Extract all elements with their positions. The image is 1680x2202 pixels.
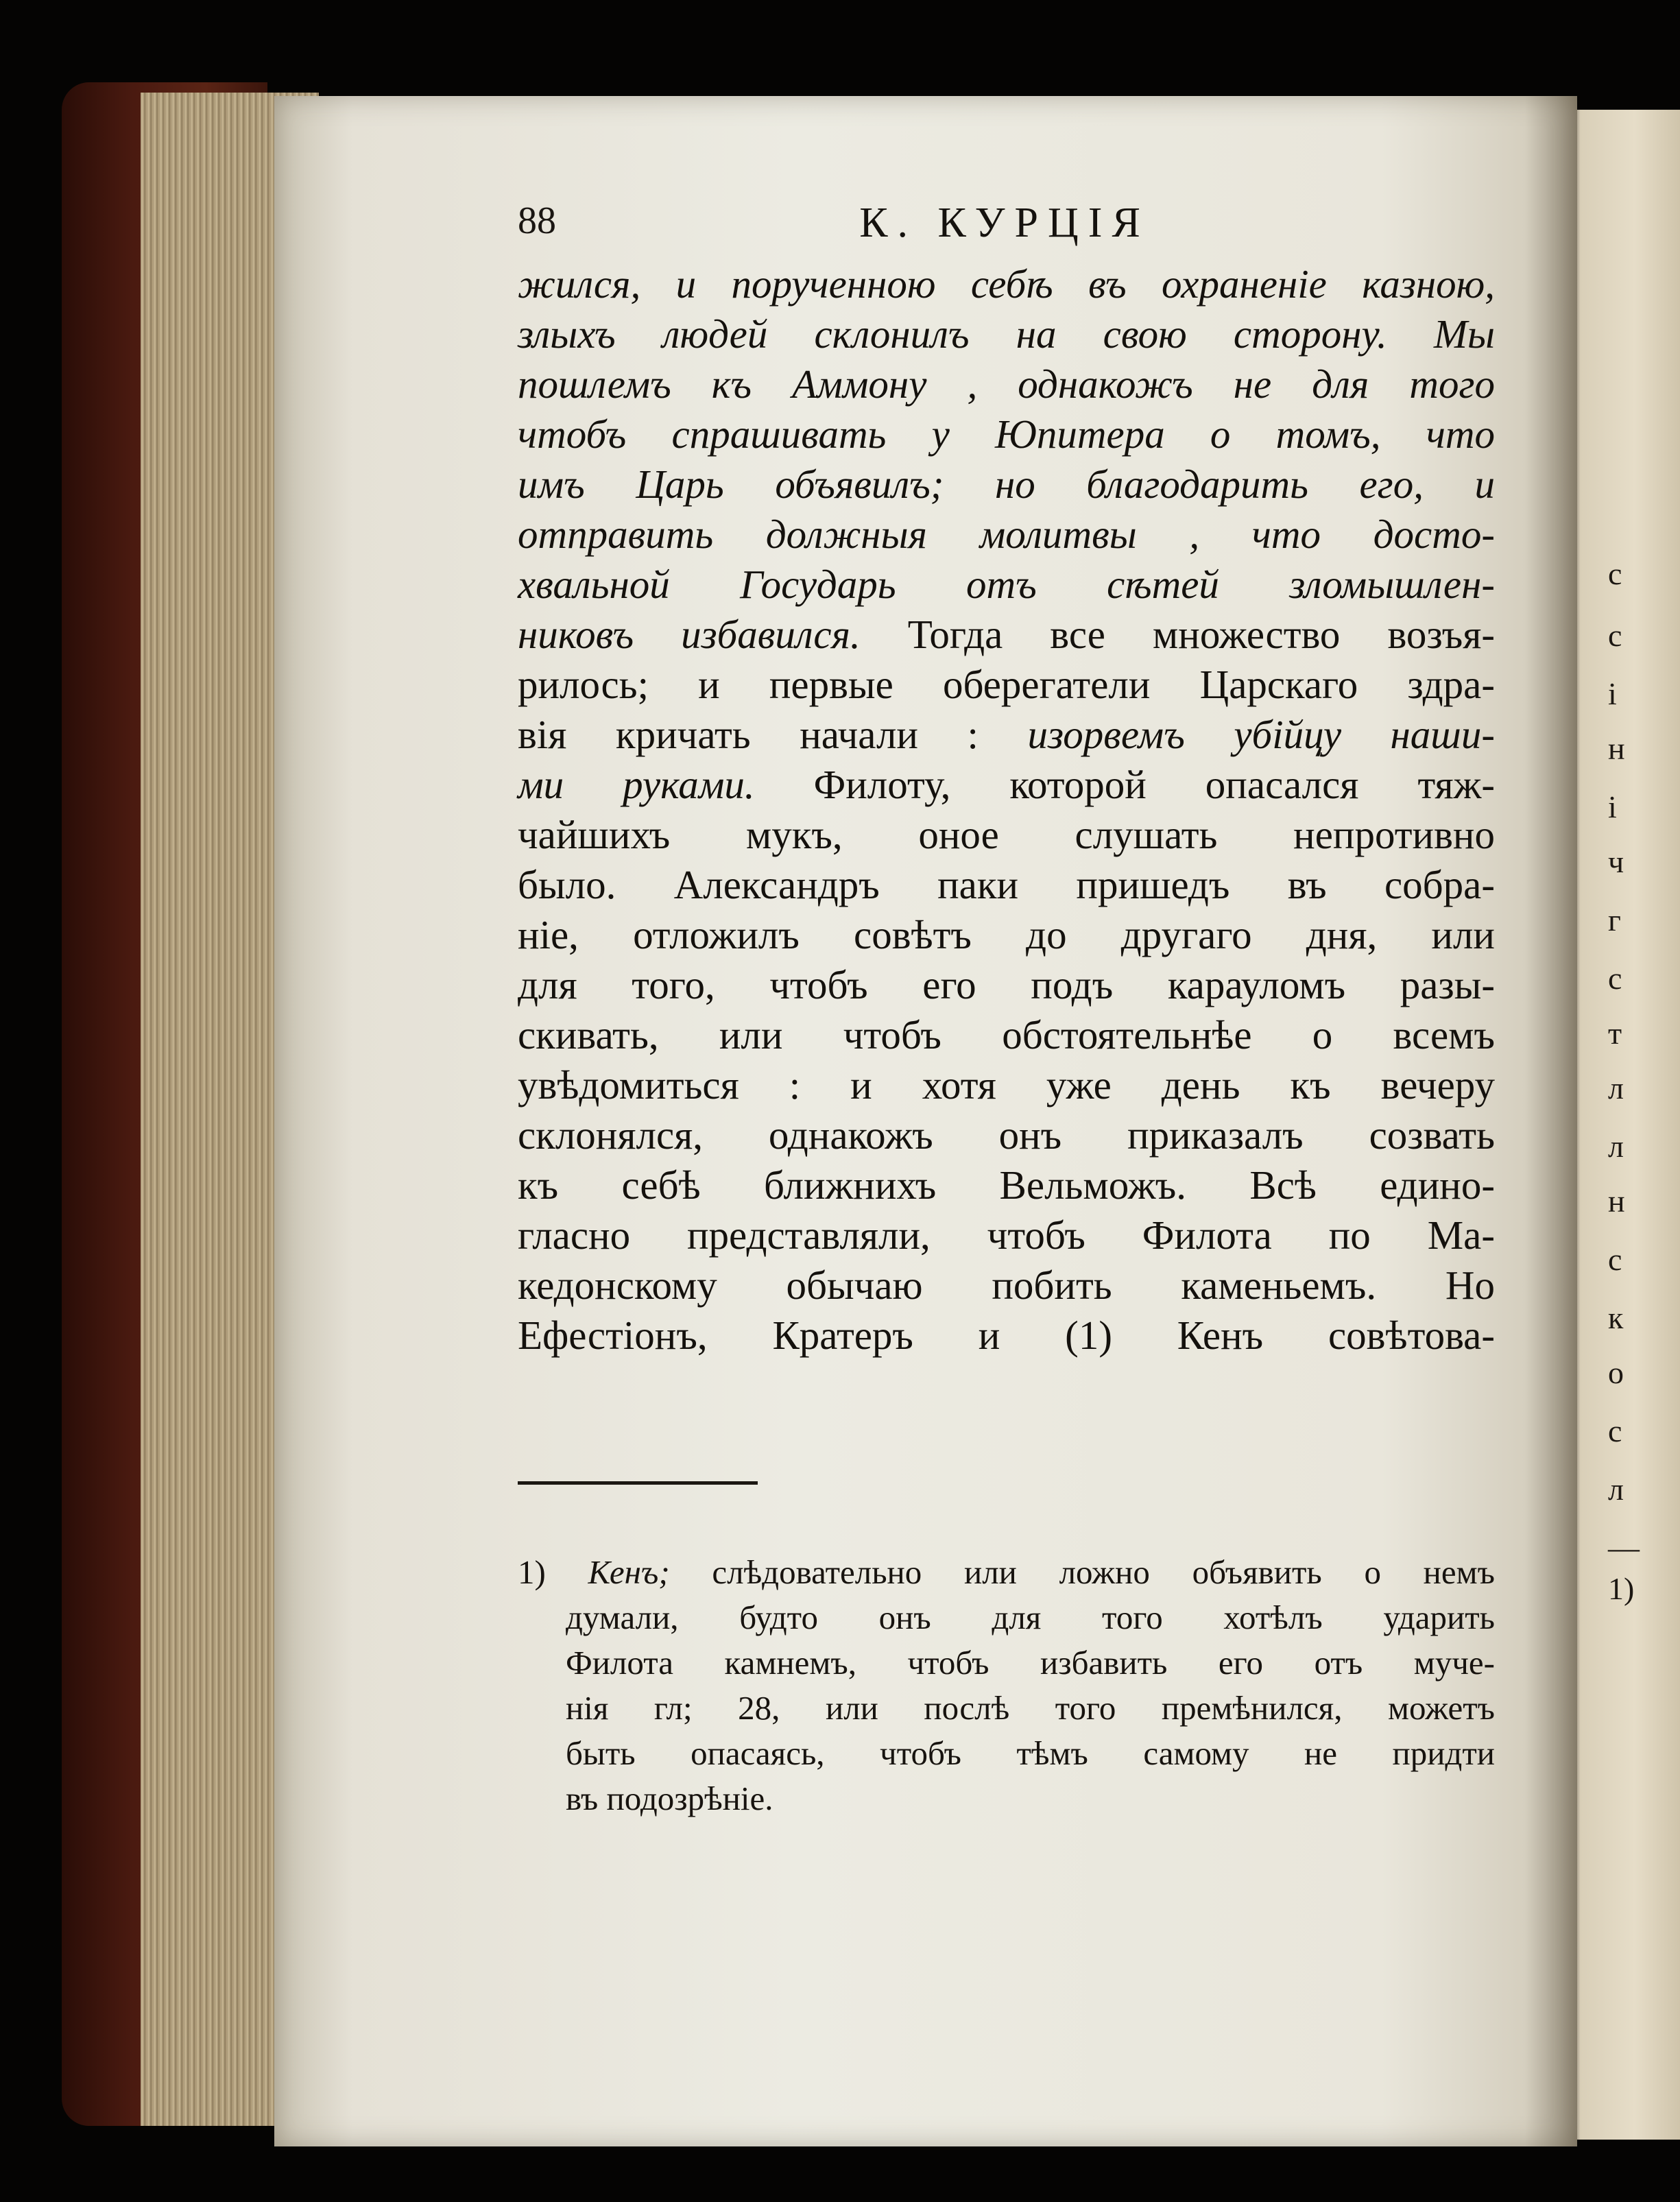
text-line: хвальной Государь отъ сѣтей зломышлен- <box>518 562 1495 607</box>
facing-page-letter: с <box>1608 556 1622 591</box>
text-line: имъ Царь объявилъ; но благодарить его, и <box>518 462 1495 507</box>
text-span-italic: ми руками. <box>518 762 755 807</box>
running-head-title: К. КУРЦІЯ <box>859 200 1150 246</box>
text-span: Тогда все множество возъя- <box>907 612 1495 657</box>
text-line: было. Александръ паки пришедъ въ собра- <box>518 862 1495 907</box>
footnote-line: въ подозрѣніе. <box>566 1780 773 1817</box>
text-line: для того, чтобъ его подъ карауломъ разы- <box>518 962 1495 1007</box>
text-line: жился, и порученною себѣ въ охраненіе казною, <box>518 261 1495 307</box>
facing-page-letter: — <box>1608 1530 1640 1565</box>
footnote-marker: 1) <box>518 1553 546 1591</box>
footnote <box>518 1550 1495 1821</box>
facing-page-letter: і <box>1608 789 1617 824</box>
facing-page-letter: і <box>1608 676 1617 711</box>
text-line: увѣдомиться : и хотя уже день къ вечеру <box>518 1062 1495 1108</box>
text-span: вія кричать начали : <box>518 712 979 757</box>
text-span-italic: никовъ избавился. <box>518 612 861 657</box>
facing-page-letter: н <box>1608 1184 1625 1219</box>
facing-page-letter: г <box>1608 902 1621 937</box>
book-page <box>274 96 1577 2146</box>
text-span: Филоту, которой опасался тяж- <box>813 762 1496 807</box>
text-line: злыхъ людей склонилъ на свою сторону. Мы <box>518 311 1495 357</box>
facing-page-letter: с <box>1608 1242 1622 1277</box>
facing-page-letter: к <box>1608 1300 1624 1335</box>
facing-page-letter: о <box>1608 1355 1624 1390</box>
body-text <box>518 259 1495 1361</box>
facing-page-letter: ч <box>1608 844 1624 879</box>
running-head <box>518 199 1491 261</box>
footnote-term: Кенъ; <box>588 1553 670 1591</box>
text-line: чтобъ спрашивать у Юпитера о томъ, что <box>518 411 1495 457</box>
facing-page-letter: 1) <box>1608 1571 1635 1606</box>
text-line <box>518 760 1495 810</box>
footnote-line: быть опасаясь, чтобъ тѣмъ самому не придти <box>566 1734 1495 1772</box>
footnote-line: думали, будто онъ для того хотѣлъ ударить <box>566 1599 1495 1636</box>
text-line: гласно представляли, чтобъ Филота по Ма- <box>518 1212 1495 1258</box>
facing-page-letter: с <box>1608 1413 1622 1448</box>
text-line: кедонскому обычаю побить каменьемъ. Но <box>518 1262 1495 1308</box>
text-line: Ефестіонъ, Кратеръ и (1) Кенъ совѣтова- <box>518 1313 1495 1358</box>
text-line: склонялся, однакожъ онъ приказалъ созвать <box>518 1112 1495 1158</box>
text-line: скивать, или чтобъ обстоятельнѣе о всемъ <box>518 1012 1495 1057</box>
footnote-line <box>518 1550 1495 1595</box>
facing-page-letter: т <box>1608 1016 1622 1051</box>
page-number: 88 <box>518 200 556 242</box>
facing-page-letter: л <box>1608 1472 1624 1507</box>
text-span-italic: изорвемъ убійцу наши- <box>1027 712 1495 757</box>
facing-page-letter: с <box>1608 961 1622 996</box>
text-line: ніе, отложилъ совѣтъ до другаго дня, или <box>518 912 1495 957</box>
footnote-text: слѣдовательно или ложно объявить о немъ <box>712 1553 1495 1591</box>
text-line: къ себѣ ближнихъ Вельможъ. Всѣ едино- <box>518 1162 1495 1208</box>
footnote-line: нія гл; 28, или послѣ того премѣнился, можетъ <box>566 1689 1495 1727</box>
facing-page-letter: с <box>1608 618 1622 653</box>
footnote-line: Филота камнемъ, чтобъ избавить его отъ муче- <box>566 1644 1495 1682</box>
text-line: чайшихъ мукъ, оное слушать непротивно <box>518 812 1495 857</box>
facing-page-letter: л <box>1608 1129 1624 1164</box>
footnote-rule <box>518 1481 758 1485</box>
text-line <box>518 610 1495 660</box>
text-line <box>518 710 1495 760</box>
text-line: пошлемъ къ Аммону , однакожъ не для того <box>518 361 1495 407</box>
facing-page-letter: н <box>1608 731 1625 766</box>
text-line: рилось; и первые оберегатели Царскаго здра- <box>518 662 1495 707</box>
facing-page-letter: л <box>1608 1070 1624 1105</box>
facing-page-fragment <box>1567 110 1680 2140</box>
text-line: отправить должныя молитвы , что досто- <box>518 512 1495 557</box>
